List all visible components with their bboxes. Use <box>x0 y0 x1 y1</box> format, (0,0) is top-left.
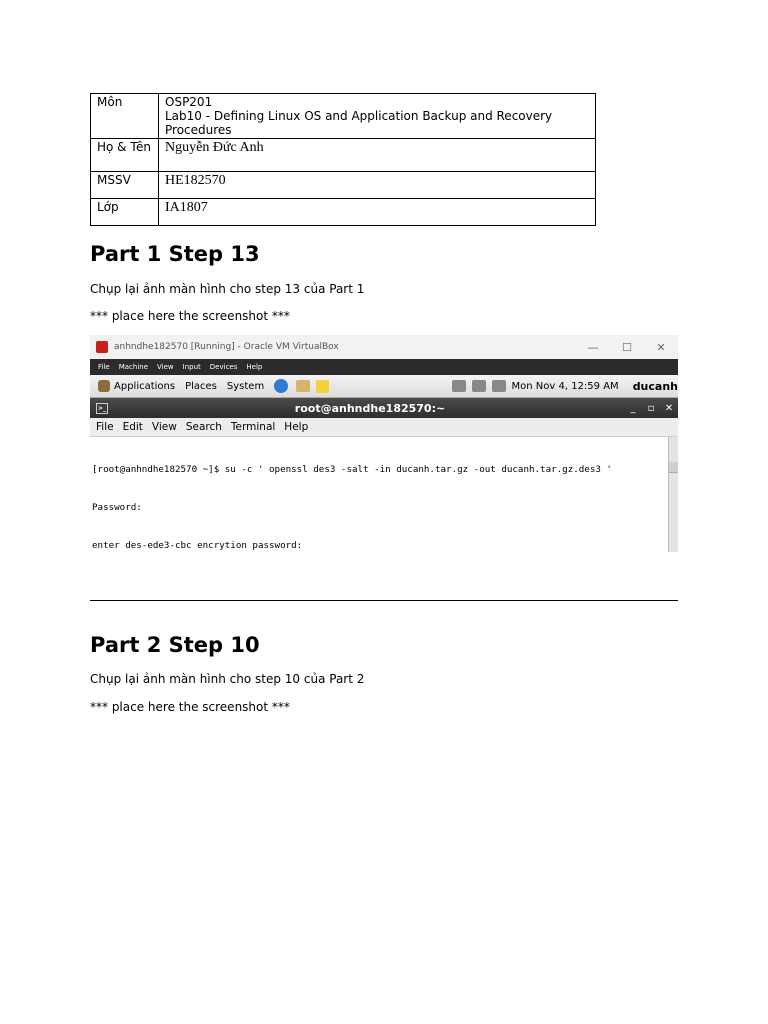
info-label-class: Lớp <box>91 199 159 226</box>
vb-menu-input[interactable]: Input <box>182 363 201 371</box>
close-button[interactable]: ✕ <box>656 340 666 354</box>
info-value-subject <box>159 94 596 139</box>
terminal-menu-terminal[interactable]: Terminal <box>230 421 276 433</box>
terminal-output[interactable] <box>90 437 678 552</box>
embedded-screenshot <box>90 335 678 552</box>
terminal-line: enter des-ede3-cbc encrytion password: <box>92 539 303 551</box>
info-label-subject: Môn <box>91 94 159 139</box>
subject-code: OSP201 <box>165 95 213 109</box>
info-value-name: Nguyễn Đức Anh <box>159 139 596 172</box>
terminal-menu-view[interactable]: View <box>151 421 177 433</box>
vb-menu-help[interactable]: Help <box>246 363 263 371</box>
info-value-student-id: HE182570 <box>159 172 596 199</box>
subject-lab-title: Lab10 - Defining Linux OS and Application Backup and Recovery Procedures <box>165 109 553 137</box>
notes-icon[interactable] <box>316 380 329 393</box>
gnome-foot-icon <box>98 380 110 392</box>
terminal-scrollbar[interactable] <box>668 437 678 552</box>
info-row-name <box>91 139 596 172</box>
vb-menu-devices[interactable]: Devices <box>209 363 238 371</box>
terminal-titlebar <box>90 398 678 418</box>
info-label-student-id: MSSV <box>91 172 159 199</box>
scroll-up-arrow-icon[interactable] <box>669 462 678 473</box>
part1-heading: Part 1 Step 13 <box>90 242 260 266</box>
info-table <box>90 93 596 226</box>
terminal-menu-file[interactable]: File <box>96 421 114 433</box>
virtualbox-logo-icon <box>96 341 108 353</box>
terminal-menu-edit[interactable]: Edit <box>122 421 143 433</box>
volume-icon[interactable] <box>452 380 466 392</box>
restore-button[interactable]: ☐ <box>622 340 632 354</box>
info-row-student-id <box>91 172 596 199</box>
mail-client-icon[interactable] <box>296 380 310 392</box>
part2-heading: Part 2 Step 10 <box>90 633 260 657</box>
terminal-menu-help[interactable]: Help <box>284 421 309 433</box>
terminal-window-title: root@anhndhe182570:~ <box>294 401 446 415</box>
part1-instruction: Chụp lại ảnh màn hình cho step 13 của Part 1 <box>90 282 365 296</box>
terminal-close-button[interactable]: ✕ <box>664 402 674 414</box>
panel-user-name[interactable]: ducanh <box>632 379 678 393</box>
info-row-subject <box>91 94 596 139</box>
info-label-name: Họ & Tên <box>91 139 159 172</box>
terminal-window-icon: >_ <box>97 404 107 412</box>
part1-placeholder: *** place here the screenshot *** <box>90 309 290 323</box>
terminal-maximize-button[interactable]: ▫ <box>647 402 655 414</box>
info-row-class <box>91 199 596 226</box>
terminal-menu-search[interactable]: Search <box>185 421 222 433</box>
terminal-line: Password: <box>92 501 142 513</box>
virtualbox-menubar <box>90 359 678 375</box>
panel-places-menu[interactable]: Places <box>185 380 217 392</box>
section-divider <box>90 600 678 601</box>
terminal-menubar <box>90 418 678 437</box>
virtualbox-titlebar <box>90 335 678 359</box>
vb-menu-file[interactable]: File <box>98 363 110 371</box>
virtualbox-window-title: anhndhe182570 [Running] - Oracle VM VirtualBox <box>114 342 339 352</box>
panel-clock[interactable]: Mon Nov 4, 12:59 AM <box>511 380 619 392</box>
minimize-button[interactable]: — <box>587 340 599 354</box>
updates-icon[interactable] <box>492 380 506 392</box>
part2-instruction: Chụp lại ảnh màn hình cho step 10 của Part 2 <box>90 672 365 686</box>
info-value-class: IA1807 <box>159 199 596 226</box>
browser-globe-icon[interactable] <box>274 379 288 393</box>
vb-menu-view[interactable]: View <box>157 363 174 371</box>
vb-menu-machine[interactable]: Machine <box>118 363 149 371</box>
network-icon[interactable] <box>472 380 486 392</box>
terminal-line: [root@anhndhe182570 ~]$ su -c ' openssl des3 -salt -in ducanh.tar.gz -out ducanh.tar.gz.des3 ' <box>92 464 612 476</box>
gnome-top-panel <box>90 375 678 398</box>
part2-placeholder: *** place here the screenshot *** <box>90 700 290 714</box>
terminal-minimize-button[interactable]: _ <box>630 402 636 414</box>
panel-system-menu[interactable]: System <box>226 380 265 392</box>
panel-applications-menu[interactable]: Applications <box>114 380 176 392</box>
